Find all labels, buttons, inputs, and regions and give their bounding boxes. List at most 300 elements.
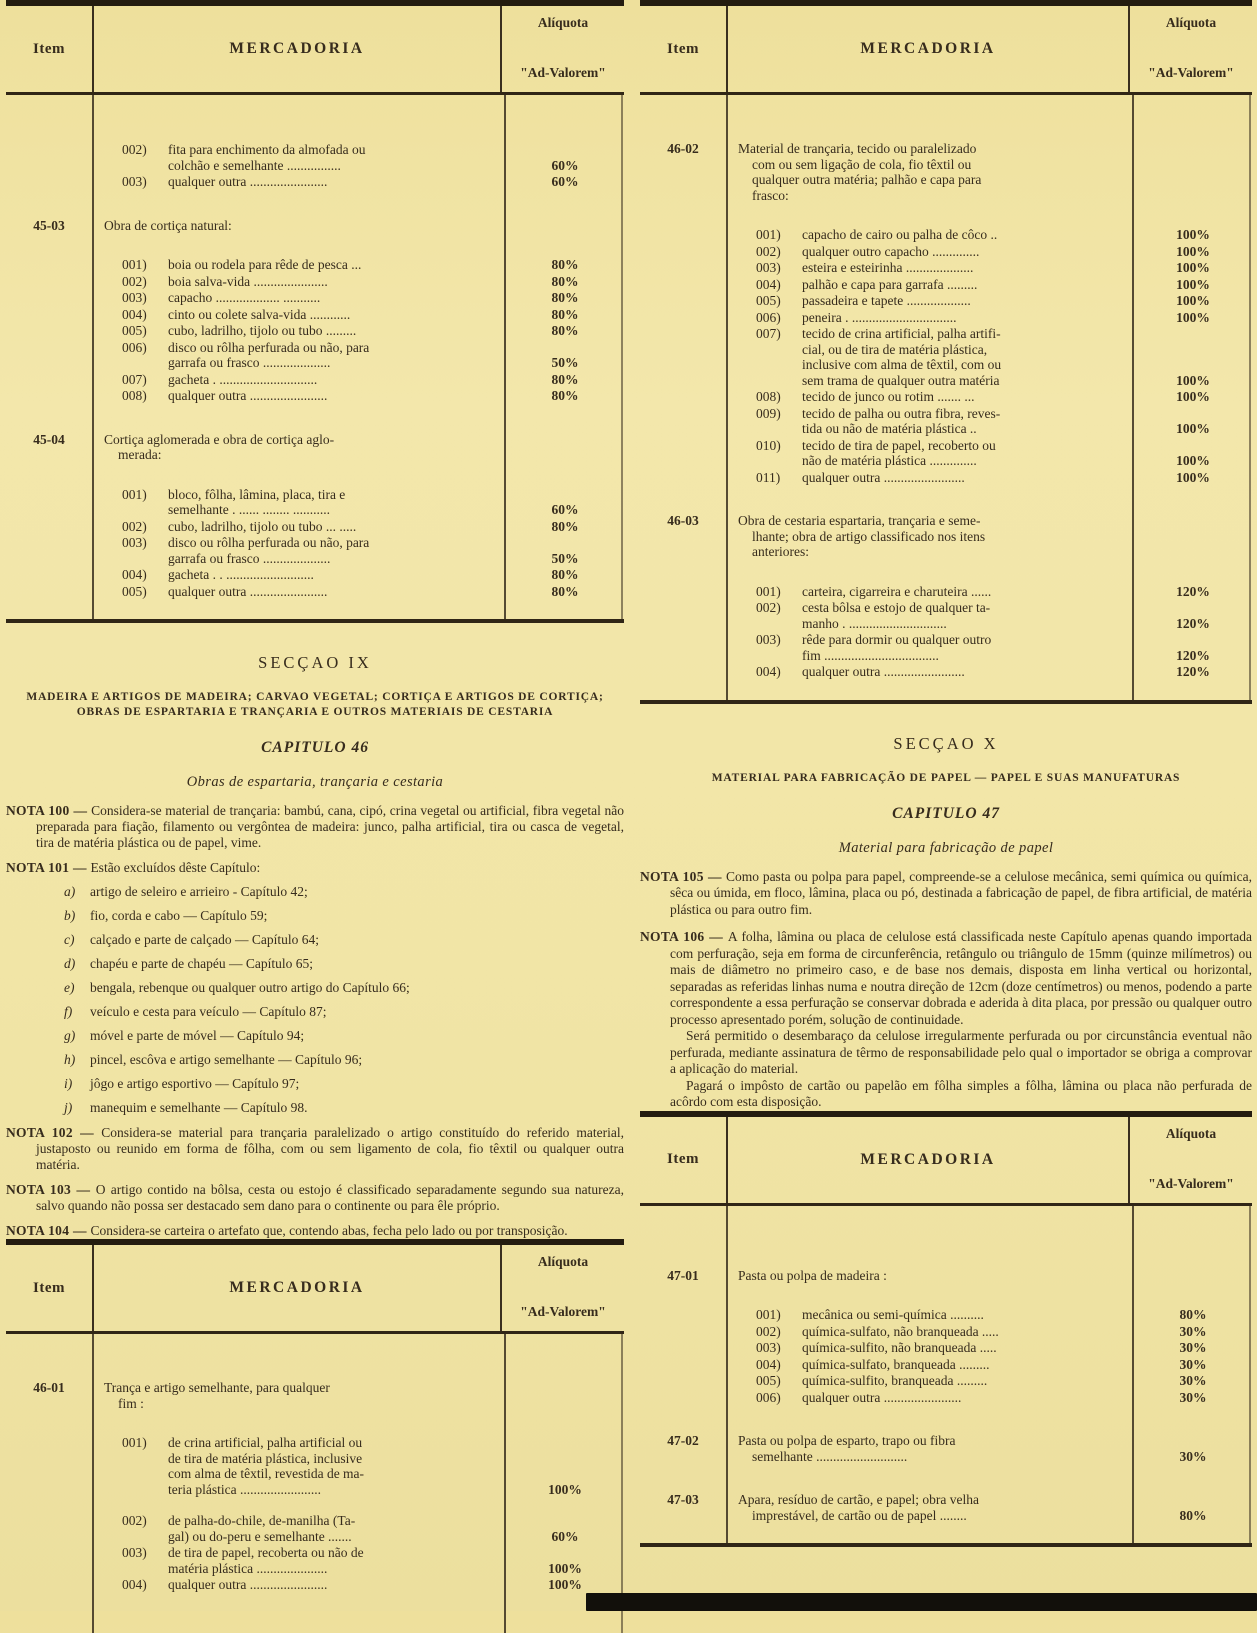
rate-value: 80% (551, 257, 579, 272)
entry-text (726, 389, 1134, 405)
list-letter: d) (64, 956, 76, 971)
entry-line: 005) qualquer outra ....................... (122, 583, 328, 599)
group-title-line: semelhante ........................... (752, 1448, 908, 1464)
entry-code: 001) (122, 1435, 147, 1450)
entry-code: 004) (122, 1577, 147, 1592)
entry-line: 004) gacheta . . .......................... (122, 567, 314, 582)
nota-paragraph: NOTA 100 — Considera-se material de trançaria: bambú, cana, cipó, crina vegetal ou artificial, fibra vegetal não preparada para fiação, filamento ou vergôntea de madeira: junco, palha artificial, tira ou casca de vegetal, tira de matéria plástica ou de papel, vime. (6, 803, 624, 850)
entry-code: 002) (756, 1323, 781, 1339)
entry-line: 004) palhão e capa para garrafa ......... (756, 276, 978, 292)
entry-line: garrafa ou frasco .................... (168, 550, 331, 566)
entry-text (92, 290, 506, 306)
entry-row (92, 388, 624, 404)
rate-value: 30% (1179, 1323, 1207, 1339)
entry-line: 003) rêde para dormir ou qualquer outro (756, 632, 992, 647)
group-title-line: Material de trançaria, tecido ou paralelizado (738, 141, 977, 156)
list-letter: a) (64, 884, 76, 899)
group-content (726, 141, 1252, 485)
tariff-table-46-01 (6, 1239, 624, 1633)
entry-text (726, 406, 1134, 437)
tariff-group (6, 141, 624, 190)
entry-code: 004) (756, 1356, 781, 1372)
entry-line: 005) cubo, ladrilho, tijolo ou tubo ......... (122, 323, 357, 338)
entry-row (92, 535, 624, 566)
group-title-row (726, 1433, 1252, 1464)
aliquota-label-bottom: "Ad-Valorem" (1148, 1175, 1234, 1191)
rate-value: 100% (1176, 389, 1210, 404)
group-title-line: lhante; obra de artigo classificado nos itens (752, 528, 986, 544)
group-content (92, 141, 624, 190)
tariff-table-47 (640, 1111, 1252, 1548)
entry-code: 007) (756, 326, 781, 341)
chapter-title: CAPITULO 47 (892, 804, 1000, 822)
table-vertical-rule (1132, 1206, 1134, 1544)
nota-list-item: a) artigo de seleiro e arrieiro - Capítulo 42; (64, 884, 308, 899)
entry-code: 006) (122, 339, 147, 355)
group-title-row (726, 141, 1252, 203)
column-header-item: Item (33, 1279, 65, 1296)
nota-label: NOTA 101 — (6, 860, 91, 875)
entry-code: 004) (122, 306, 147, 322)
entry-text (92, 142, 506, 173)
nota-list-item: j) manequim e semelhante — Capítulo 98. (64, 1100, 308, 1115)
entry-text (92, 1513, 506, 1544)
group-title-line: Obra de cestaria espartaria, trançaria e seme- (738, 513, 981, 528)
group-title (726, 513, 1134, 560)
entry-line: 011) qualquer outra ........................ (756, 469, 965, 485)
table-body (6, 1334, 624, 1633)
rate-value: 30% (1179, 1356, 1207, 1372)
list-letter: h) (64, 1052, 76, 1067)
list-letter: e) (64, 980, 75, 995)
rate-value: 30% (1179, 1373, 1207, 1388)
entry-text (92, 1545, 506, 1576)
nota-paragraph: Pagará o impôsto de cartão ou papelão em fôlha simples a fôlha, lâmina ou placa não perfurada de acôrdo com esta disposição. (670, 1077, 1252, 1109)
table-header-row (640, 6, 1252, 95)
table-vertical-rule (1132, 95, 1134, 700)
entry-row (92, 1545, 624, 1576)
entry-line: não de matéria plástica .............. (802, 453, 977, 468)
entry-text (92, 323, 506, 339)
entry-code: 002) (122, 273, 147, 289)
entry-row (726, 310, 1252, 326)
nota-paragraph: NOTA 103 — O artigo contido na bôlsa, cesta ou estojo é classificado separadamente segundo sua natureza, salvo quando não possa ser destacado sem dano para o continente ou para êle próprio. (6, 1182, 624, 1213)
nota-list-item: c) calçado e parte de calçado — Capítulo 64; (64, 932, 320, 947)
right-column (640, 0, 1252, 1611)
entry-line: de tira de matéria plástica, inclusive (168, 1450, 363, 1466)
entry-code: 005) (756, 1373, 781, 1388)
table-header-row (640, 1117, 1252, 1206)
entry-code: 006) (756, 309, 781, 325)
chapter-46-notes (6, 803, 624, 1239)
entry-text (726, 293, 1134, 309)
entry-code: 008) (756, 389, 781, 404)
table-vertical-rule (92, 95, 94, 619)
aliquota-label-bottom: "Ad-Valorem" (520, 1304, 606, 1319)
entry-line: 001) carteira, cigarreira e charuteira ...... (756, 583, 992, 599)
rate-value: 80% (551, 583, 579, 599)
rate-value: 100% (1176, 243, 1210, 259)
table-vertical-rule (1249, 95, 1251, 700)
group-title-line: frasco: (752, 187, 789, 203)
section-subtitle (640, 771, 1252, 786)
table-vertical-rule (621, 95, 623, 619)
column-header-item: Item (667, 40, 699, 57)
entry-row (726, 293, 1252, 309)
entry-text (726, 1357, 1134, 1373)
item-code: 46-03 (667, 513, 699, 528)
rate-value: 60% (551, 174, 579, 189)
rate-value: 30% (1179, 1340, 1207, 1355)
nota-list-item: f) veículo e cesta para veículo — Capítulo 87; (64, 1004, 327, 1019)
rate-value: 80% (551, 388, 579, 403)
entry-code: 002) (756, 600, 781, 615)
column-header-mercadoria: MERCADORIA (726, 6, 1130, 92)
section-title: SECÇAO IX (258, 653, 372, 672)
entry-row (92, 174, 624, 190)
entry-text (92, 340, 506, 371)
entry-line: colchão e semelhante ................ (168, 157, 341, 173)
list-letter: c) (64, 932, 75, 947)
nota-list-item: i) jôgo e artigo esportivo — Capítulo 97; (64, 1076, 300, 1091)
entry-line: 003) capacho ................... ........... (122, 290, 321, 305)
entry-line: 002) cesta bôlsa e estojo de qualquer ta- (756, 600, 991, 615)
entry-row (726, 632, 1252, 663)
entry-line: 003) de tira de papel, recoberta ou não de (122, 1545, 364, 1560)
rate-value: 80% (551, 273, 579, 289)
entry-text (726, 600, 1134, 631)
entry-text (726, 244, 1134, 260)
rate-value: 100% (1176, 227, 1210, 242)
entry-row (726, 406, 1252, 437)
entry-line: 003) qualquer outra ....................... (122, 174, 328, 189)
entry-text (92, 567, 506, 583)
column-header-aliquota (502, 1245, 624, 1331)
entry-code: 002) (122, 142, 147, 157)
nota (640, 869, 1252, 919)
rate-value: 30% (1179, 1389, 1207, 1405)
nota-list (6, 884, 624, 1116)
entry-line: 004) cinto ou colete salva-vida ............ (122, 306, 351, 322)
list-letter: j) (64, 1100, 73, 1115)
group-content (726, 1433, 1252, 1464)
entry-code: 001) (756, 227, 781, 242)
item-code: 47-03 (667, 1492, 699, 1507)
entry-row (92, 274, 624, 290)
section-title: SECÇAO X (893, 733, 999, 753)
entry-code: 002) (756, 243, 781, 259)
group-title-line: Apara, resíduo de cartão, e papel; obra velha (738, 1492, 980, 1507)
entry-line: cial, ou de tira de matéria plástica, (802, 341, 988, 357)
nota-label: NOTA 100 — (6, 803, 92, 818)
rate-value: 80% (551, 306, 579, 322)
entry-line: 002) química-sulfato, não branqueada ..... (756, 1323, 999, 1339)
entry-text (92, 388, 506, 404)
entry-row (92, 1577, 624, 1593)
entry-line: matéria plástica ..................... (168, 1560, 328, 1576)
entry-code: 008) (122, 388, 147, 403)
entry-line: 006) qualquer outra ....................... (756, 1389, 962, 1405)
entry-row (92, 323, 624, 339)
entry-line: fim .................................. (802, 647, 939, 663)
entry-line: 004) qualquer outra ....................... (122, 1577, 328, 1592)
group-title (92, 218, 506, 234)
entry-list (726, 584, 1252, 680)
entry-line: gal) ou do-peru e semelhante ....... (168, 1528, 352, 1544)
item-code: 46-02 (667, 141, 699, 156)
group-title-line: Obra de cortiça natural: (104, 217, 232, 233)
group-title (726, 141, 1134, 203)
entry-code: 001) (122, 486, 147, 502)
entry-text (726, 632, 1134, 663)
section-subtitle-line: OBRAS DE ESPARTARIA E TRANÇARIA E OUTROS MATERIAIS DE CESTARIA (76, 706, 554, 718)
entry-text (92, 487, 506, 518)
table-vertical-rule (726, 1206, 728, 1544)
group-title-row (92, 218, 624, 234)
section-subtitle-line: MADEIRA E ARTIGOS DE MADEIRA; CARVAO VEGETAL; CORTIÇA E ARTIGOS DE CORTIÇA; (26, 691, 604, 703)
table-vertical-rule (1249, 1206, 1251, 1544)
entry-list (92, 142, 624, 190)
tariff-group (6, 218, 624, 404)
rate-value: 80% (551, 290, 579, 305)
entry-line: tida ou não de matéria plástica .. (802, 421, 977, 436)
entry-row (92, 340, 624, 371)
entry-text (726, 584, 1134, 600)
entry-code: 001) (756, 583, 781, 599)
group-title-row (726, 513, 1252, 560)
entry-code: 003) (122, 174, 147, 189)
entry-row (726, 277, 1252, 293)
nota-label: NOTA 104 — (6, 1223, 91, 1238)
aliquota-label-top: Alíquota (537, 1254, 589, 1269)
entry-line: 007) gacheta . ............................. (122, 371, 318, 387)
table-vertical-rule (504, 95, 506, 619)
nota-list-item: b) fio, corda e cabo — Capítulo 59; (64, 908, 268, 923)
group-title-line: Cortiça aglomerada e obra de cortiça aglo- (104, 431, 335, 447)
nota-list-item: d) chapéu e parte de chapéu — Capítulo 65; (64, 956, 314, 971)
entry-row (726, 470, 1252, 486)
rate-value: 80% (551, 518, 579, 534)
group-rate: 30% (1179, 1448, 1207, 1464)
entry-text (92, 257, 506, 273)
entry-line: 004) química-sulfato, branqueada ......... (756, 1356, 990, 1372)
entry-code: 002) (122, 1513, 147, 1528)
rate-value: 50% (551, 355, 579, 370)
rate-value: 100% (548, 1481, 582, 1497)
entry-code: 004) (756, 276, 781, 292)
nota-list-item: g) móvel e parte de móvel — Capítulo 94; (64, 1028, 305, 1043)
item-code: 46-01 (33, 1380, 65, 1395)
entry-text (92, 1435, 506, 1497)
group-title-line: merada: (118, 447, 162, 462)
nota-paragraph: NOTA 104 — Considera-se carteira o artefato que, contendo abas, fecha pelo lado ou por transposição. (6, 1223, 568, 1238)
nota-paragraph: NOTA 106 — A folha, lâmina ou placa de celulose está classificada neste Capítulo apenas quando importada com perfuração, seja em forma de circunferência, retângulo ou triângulo de 15mm (quinze milímetros) ou mais de diâmetro no primeiro caso, e de base nos demais, disposta em linha vertical ou horizontal, separadas as referidas linhas numa e noutra direção de 12cm (doze centímetros) ou menos, podendo a parte correspondente a essa perfuração se conservar dobrada e aderida à dita placa, por pressão ou qualquer outro processo apresentado porém, solução de continuidade. (640, 929, 1252, 1027)
group-title (726, 1433, 1134, 1464)
entry-text (726, 260, 1134, 276)
tariff-group (640, 513, 1252, 680)
nota-paragraph: NOTA 105 — Como pasta ou polpa para papel, compreende-se a celulose mecânica, semi química ou química, sêca ou úmida, em floco, lâmina, placa ou pó, destinada a fabricação de papel, de fibra artificial, de matéria plástica ou para outro fim. (640, 868, 1252, 917)
entry-line: 009) tecido de palha ou outra fibra, reves- (756, 405, 1001, 421)
entry-row (92, 142, 624, 173)
entry-row (726, 1340, 1252, 1356)
table-header-row (6, 1245, 624, 1334)
list-letter: f) (64, 1004, 73, 1019)
rate-value: 80% (551, 567, 579, 582)
entry-line: 001) capacho de cairo ou palha de côco .. (756, 227, 998, 242)
group-title (726, 1268, 1134, 1284)
entry-line: sem trama de qualquer outra matéria (802, 372, 1000, 388)
nota-label: NOTA 105 — (640, 868, 726, 884)
entry-row (726, 664, 1252, 680)
group-title-line: fim : (118, 1395, 144, 1411)
nota (6, 1182, 624, 1214)
nota-label: NOTA 103 — (6, 1182, 96, 1197)
entry-line: 003) esteira e esteirinha .................... (756, 260, 974, 275)
rate-value: 80% (1179, 1307, 1207, 1322)
entry-line: 001) mecânica ou semi-química .......... (756, 1307, 984, 1322)
entry-code: 001) (122, 257, 147, 272)
table-body (640, 1206, 1252, 1544)
entry-line: semelhante . ...... ........ ........... (168, 502, 330, 517)
nota-list-item: e) bengala, rebenque ou qualquer outro artigo do Capítulo 66; (64, 980, 410, 995)
chapter-47-notes (640, 869, 1252, 1111)
table-header-row (6, 6, 624, 95)
entry-line: 001) de crina artificial, palha artificial ou (122, 1435, 363, 1450)
table-body (6, 95, 624, 619)
entry-line: 003) disco ou rôlha perfurada ou não, para (122, 535, 370, 550)
rate-value: 100% (1176, 260, 1210, 275)
column-header-mercadoria: MERCADORIA (726, 1117, 1130, 1203)
item-code: 47-02 (667, 1433, 699, 1448)
entry-line: 001) bloco, fôlha, lâmina, placa, tira e (122, 486, 346, 502)
entry-code: 003) (756, 632, 781, 647)
entry-row (92, 519, 624, 535)
entry-row (726, 1324, 1252, 1340)
section-x-heading (640, 734, 1252, 857)
entry-line: teria plástica ........................ (168, 1481, 321, 1497)
tariff-table-46-02 (640, 0, 1252, 704)
entry-text (726, 1373, 1134, 1389)
bottom-page-rule (586, 1593, 1257, 1611)
entry-text (726, 1340, 1134, 1356)
nota (6, 803, 624, 851)
entry-row (726, 584, 1252, 600)
entry-line: inclusive com alma de têxtil, com ou (802, 357, 1002, 372)
nota-paragraph: NOTA 102 — Considera-se material para trançaria paralelizado o artigo constituído do referido material, justaposto ou reunido em forma de fôlha, com ou sem ligamento de cola, fio têxtil ou qualquer outra matéria. (6, 1125, 624, 1172)
aliquota-label-bottom: "Ad-Valorem" (520, 65, 606, 80)
table-vertical-rule (504, 1334, 506, 1633)
entry-line: 005) passadeira e tapete ................... (756, 293, 971, 308)
entry-text (726, 470, 1134, 486)
nota-list-item: h) pincel, escôva e artigo semelhante — Capítulo 96; (64, 1052, 363, 1067)
group-title-row (726, 1492, 1252, 1523)
nota-label: NOTA 106 — (640, 929, 728, 944)
entry-row (92, 372, 624, 388)
group-title-line: qualquer outra matéria; palhão e capa para (752, 172, 982, 187)
entry-line: 004) qualquer outra ........................ (756, 664, 965, 679)
entry-text (92, 307, 506, 323)
entry-line: 005) química-sulfito, branqueada ......... (756, 1373, 988, 1388)
entry-text (726, 277, 1134, 293)
entry-text (92, 584, 506, 600)
rate-value: 80% (551, 323, 579, 338)
rate-value: 80% (551, 371, 579, 387)
nota (6, 860, 624, 1116)
rate-value: 100% (1176, 421, 1210, 436)
rate-value: 100% (548, 1560, 582, 1576)
entry-code: 009) (756, 405, 781, 421)
entry-list (726, 227, 1252, 485)
group-title-row (92, 1380, 624, 1411)
chapter-subtitle: Obras de espartaria, trançaria e cestaria (186, 774, 444, 790)
entry-line: 002) fita para enchimento da almofada ou (122, 142, 366, 157)
group-title (92, 1380, 506, 1411)
entry-line: 002) qualquer outro capacho .............. (756, 243, 980, 259)
nota (6, 1125, 624, 1173)
entry-line: 008) tecido de junco ou rotim ....... ... (756, 389, 975, 404)
group-content (726, 513, 1252, 680)
rate-value: 120% (1176, 583, 1210, 599)
entry-row (726, 600, 1252, 631)
entry-code: 001) (756, 1307, 781, 1322)
column-header-mercadoria: MERCADORIA (92, 6, 502, 92)
entry-row (726, 1373, 1252, 1389)
entry-code: 004) (756, 664, 781, 679)
item-code: 47-01 (667, 1267, 699, 1283)
entry-row (726, 227, 1252, 243)
entry-code: 003) (122, 290, 147, 305)
entry-line: 002) de palha-do-chile, de-manilha (Ta- (122, 1513, 356, 1528)
entry-row (92, 257, 624, 273)
entry-list (92, 487, 624, 600)
entry-row (726, 389, 1252, 405)
entry-code: 006) (756, 1389, 781, 1405)
entry-line: 008) qualquer outra ....................... (122, 388, 328, 403)
rate-value: 120% (1176, 664, 1210, 679)
list-letter: g) (64, 1028, 76, 1043)
entry-text (726, 227, 1134, 243)
rate-value: 100% (1176, 293, 1210, 308)
entry-text (726, 664, 1134, 680)
group-rate: 80% (1179, 1507, 1207, 1523)
rate-value: 100% (1176, 276, 1210, 292)
section-subtitle-line: MATERIAL PARA FABRICAÇÃO DE PAPEL — PAPEL E SUAS MANUFATURAS (711, 771, 1181, 784)
group-content (92, 432, 624, 600)
entry-row (92, 290, 624, 306)
table-vertical-rule (92, 1334, 94, 1633)
entry-line: 006) peneira . ............................... (756, 309, 957, 325)
aliquota-label-bottom: "Ad-Valorem" (1148, 65, 1234, 80)
group-title (92, 432, 506, 463)
entry-code: 004) (122, 567, 147, 582)
rate-value: 100% (548, 1577, 582, 1592)
tariff-table-45 (6, 0, 624, 623)
entry-text (92, 274, 506, 290)
aliquota-label-top: Alíquota (537, 15, 589, 30)
entry-text (726, 438, 1134, 469)
entry-row (726, 1307, 1252, 1323)
entry-line: com alma de têxtil, revestida de ma- (168, 1466, 365, 1481)
item-code: 45-03 (33, 217, 65, 233)
entry-line: manho . ............................. (802, 615, 947, 631)
entry-line: garrafa ou frasco .................... (168, 355, 331, 370)
column-header-aliquota (1130, 6, 1252, 92)
entry-row (726, 260, 1252, 276)
tariff-group (6, 1380, 624, 1593)
group-title-row (92, 432, 624, 463)
table-body (640, 95, 1252, 700)
table-vertical-rule (726, 95, 728, 700)
